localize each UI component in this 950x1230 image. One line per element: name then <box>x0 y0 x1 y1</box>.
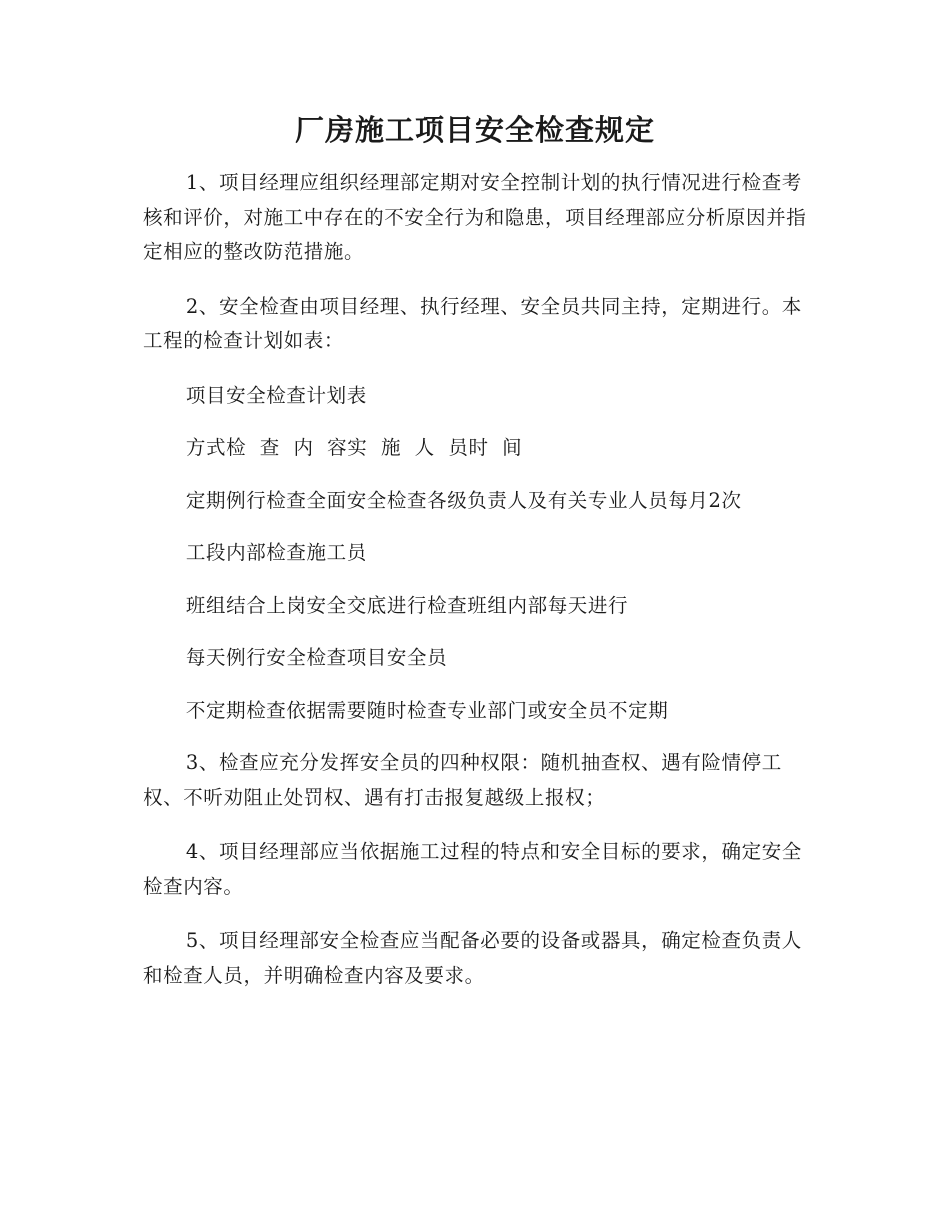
table-row-line: 不定期检查依据需要随时检查专业部门或安全员不定期 <box>185 698 669 722</box>
document-title: 厂房施工项目安全检查规定 <box>294 113 655 147</box>
paragraph-5: 5、项目经理部安全检查应当配备必要的设备或器具，确定检查负责人和检查人员，并明确检查内容及要求。 <box>143 929 802 987</box>
paragraph-2: 2、安全检查由项目经理、执行经理、安全员共同主持，定期进行。本工程的检查计划如表： <box>143 294 802 352</box>
document-body <box>143 166 808 1013</box>
paragraph-4: 4、项目经理部应当依据施工过程的特点和安全目标的要求，确定安全检查内容。 <box>143 840 802 898</box>
table-caption: 项目安全检查计划表 <box>185 383 367 407</box>
table-row-line: 班组结合上岗安全交底进行检查班组内部每天进行 <box>185 593 629 617</box>
table-row-line: 每天例行安全检查项目安全员 <box>185 646 448 669</box>
table-row-line: 定期例行检查全面安全检查各级负责人及有关专业人员每月2次 <box>185 488 742 512</box>
table-header-line: 方式检 查 内 容实 施 人 员时 间 <box>185 436 523 459</box>
table-row-line: 工段内部检查施工员 <box>185 541 367 564</box>
paragraph-3: 3、检查应充分发挥安全员的四种权限：随机抽查权、遇有险情停工权、不听劝阻止处罚权、遇有打击报复越级上报权； <box>143 751 782 809</box>
paragraph-1: 1、项目经理应组织经理部定期对安全控制计划的执行情况进行检查考核和评价，对施工中存在的不安全行为和隐患，项目经理部应分析原因并指定相应的整改防范措施。 <box>143 171 807 263</box>
